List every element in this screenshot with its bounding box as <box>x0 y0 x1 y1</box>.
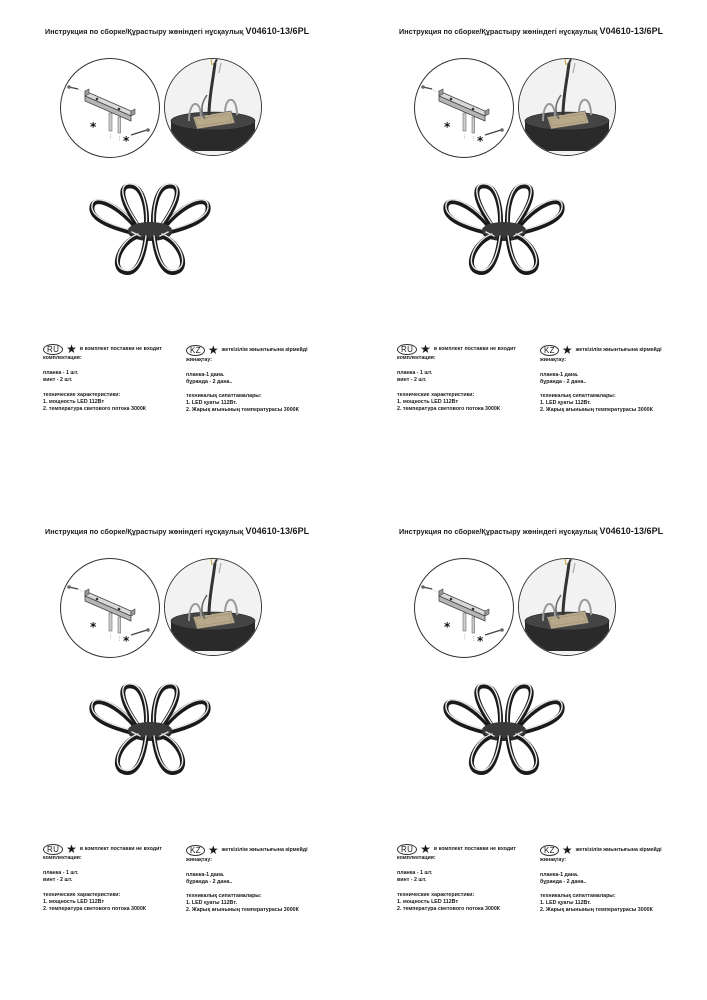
kz-specs-label: техникалық сипаттамалары: <box>186 393 262 399</box>
mounting-bracket-illustration <box>60 558 160 658</box>
canopy-wiring-photo <box>164 558 262 656</box>
mounting-bracket-illustration <box>60 58 160 158</box>
ru-not-included-note: в комплект поставки не входит <box>79 346 163 352</box>
ru-spec: 2. температура светового потока 3000К <box>43 906 147 912</box>
svg-text:*: * <box>444 620 451 634</box>
asterisk-icon: ★ <box>207 343 219 357</box>
kz-set-label: жинақтау: <box>540 857 566 863</box>
chandelier-illustration <box>80 680 220 784</box>
model-number: V04610-13/6PL <box>599 526 664 536</box>
kz-not-included-note: жеткізілім жиынтығына кірмейді <box>221 347 308 353</box>
ru-header <box>397 843 516 855</box>
ru-set-label: комплектация: <box>43 855 82 861</box>
kz-header <box>540 844 662 856</box>
kz-specs <box>186 893 299 914</box>
kz-specs <box>540 893 653 914</box>
asterisk-icon: ★ <box>420 342 431 356</box>
svg-text:*: * <box>90 620 97 634</box>
ru-item: планка - 1 шт. <box>43 870 79 876</box>
ru-header <box>43 343 162 355</box>
ru-specs-label: технические характеристики: <box>43 892 121 898</box>
bracket-screws-drawing <box>61 559 159 657</box>
ru-item: винт - 2 шт. <box>43 877 73 883</box>
canopy-wiring-photo <box>518 558 616 656</box>
mounting-bracket-illustration <box>414 558 514 658</box>
kz-item: планка-1 дана. <box>186 872 225 878</box>
kz-specs <box>540 393 653 414</box>
kz-header <box>186 844 308 856</box>
ru-not-included-note: в комплект поставки не входит <box>79 846 163 852</box>
kz-set-label: жинақтау: <box>186 857 212 863</box>
kz-item: планка-1 дана. <box>540 872 579 878</box>
bracket-screws-drawing <box>415 59 513 157</box>
ru-spec: 2. температура светового потока 3000К <box>43 406 147 412</box>
title-text: Инструкция по сборке/Құрастыру жөніндегі нұсқаулық <box>45 527 244 536</box>
ru-not-included-note: в комплект поставки не входит <box>433 846 517 852</box>
title-text: Инструкция по сборке/Құрастыру жөніндегі нұсқаулық <box>45 27 244 36</box>
model-number: V04610-13/6PL <box>599 26 664 36</box>
ru-item-list <box>43 370 78 384</box>
ru-spec: 2. температура светового потока 3000К <box>397 906 501 912</box>
ru-badge: RU <box>397 344 417 355</box>
ru-spec: 1. мощность LED 112Вт <box>397 399 459 405</box>
ru-specs-label: технические характеристики: <box>43 392 121 398</box>
ru-spec: 1. мощность LED 112Вт <box>397 899 459 905</box>
kz-item-list <box>186 372 232 386</box>
kz-not-included-note: жеткізілім жиынтығына кірмейді <box>575 847 662 853</box>
kz-specs-label: техникалық сипаттамалары: <box>540 393 616 399</box>
svg-text:*: * <box>477 134 484 148</box>
kz-header <box>540 344 662 356</box>
ru-item: планка - 1 шт. <box>43 370 79 376</box>
sheet-title <box>45 26 309 36</box>
asterisk-icon: ★ <box>66 342 77 356</box>
kz-item-list <box>540 872 586 886</box>
ru-specs-label: технические характеристики: <box>397 892 475 898</box>
asterisk-icon: ★ <box>420 842 431 856</box>
kz-header <box>186 344 308 356</box>
svg-text:*: * <box>123 634 130 648</box>
canopy-wiring-photo <box>164 58 262 156</box>
ru-set-label: комплектация: <box>397 855 436 861</box>
title-text: Инструкция по сборке/Құрастыру жөніндегі нұсқаулық <box>399 27 598 36</box>
ru-item: винт - 2 шт. <box>397 877 427 883</box>
kz-specs-label: техникалық сипаттамалары: <box>540 893 616 899</box>
kz-item-list <box>186 872 232 886</box>
chandelier-illustration <box>80 180 220 284</box>
sheet-title <box>399 26 663 36</box>
ru-badge: RU <box>43 344 63 355</box>
kz-not-included-note: жеткізілім жиынтығына кірмейді <box>221 847 308 853</box>
ru-spec: 1. мощность LED 112Вт <box>43 399 105 405</box>
ru-specs <box>397 392 500 413</box>
kz-spec: 1. LED қуаты 112Вт. <box>540 400 591 406</box>
ru-badge: RU <box>43 844 63 855</box>
kz-spec: 2. Жарық ағынының температурасы 3000К <box>540 907 653 913</box>
chandelier-drawing <box>80 180 220 284</box>
ru-specs <box>397 892 500 913</box>
ru-specs <box>43 392 146 413</box>
kz-spec: 1. LED қуаты 112Вт. <box>540 900 591 906</box>
svg-text:*: * <box>477 634 484 648</box>
instruction-sheet <box>354 500 707 1000</box>
kz-spec: 2. Жарық ағынының температурасы 3000К <box>186 407 299 413</box>
ru-set-label: комплектация: <box>43 355 82 361</box>
kz-not-included-note: жеткізілім жиынтығына кірмейді <box>575 347 662 353</box>
ru-item: винт - 2 шт. <box>397 377 427 383</box>
canopy-drawing <box>165 559 261 655</box>
kz-spec: 2. Жарық ағынының температурасы 3000К <box>540 407 653 413</box>
chandelier-illustration <box>434 680 574 784</box>
kz-set-label: жинақтау: <box>186 357 212 363</box>
chandelier-drawing <box>80 680 220 784</box>
ru-item-list <box>397 370 432 384</box>
ru-set-label: комплектация: <box>397 355 436 361</box>
kz-spec: 1. LED қуаты 112Вт. <box>186 400 237 406</box>
sheet-title <box>45 526 309 536</box>
kz-spec: 1. LED қуаты 112Вт. <box>186 900 237 906</box>
ru-badge: RU <box>397 844 417 855</box>
model-number: V04610-13/6PL <box>245 26 310 36</box>
kz-badge: KZ <box>186 845 205 856</box>
kz-item: планка-1 дана. <box>186 372 225 378</box>
kz-item: бұранда - 2 дана.. <box>540 379 587 385</box>
kz-badge: KZ <box>540 845 559 856</box>
asterisk-icon: ★ <box>66 842 77 856</box>
kz-badge: KZ <box>186 345 205 356</box>
kz-set-label: жинақтау: <box>540 357 566 363</box>
ru-header <box>43 843 162 855</box>
bracket-screws-drawing <box>415 559 513 657</box>
canopy-wiring-photo <box>518 58 616 156</box>
ru-header <box>397 343 516 355</box>
kz-item: бұранда - 2 дана.. <box>186 879 233 885</box>
svg-text:*: * <box>90 120 97 134</box>
kz-item: бұранда - 2 дана.. <box>540 879 587 885</box>
kz-specs <box>186 393 299 414</box>
chandelier-drawing <box>434 680 574 784</box>
instruction-sheet <box>354 0 707 500</box>
ru-specs <box>43 892 146 913</box>
ru-item: винт - 2 шт. <box>43 377 73 383</box>
asterisk-icon: ★ <box>561 843 573 857</box>
asterisk-icon: ★ <box>207 843 219 857</box>
ru-spec: 1. мощность LED 112Вт <box>43 899 105 905</box>
canopy-drawing <box>165 59 261 155</box>
instruction-sheet <box>0 500 353 1000</box>
ru-specs-label: технические характеристики: <box>397 392 475 398</box>
kz-item-list <box>540 372 586 386</box>
ru-item-list <box>397 870 432 884</box>
title-text: Инструкция по сборке/Құрастыру жөніндегі нұсқаулық <box>399 527 598 536</box>
ru-spec: 2. температура светового потока 3000К <box>397 406 501 412</box>
svg-text:*: * <box>123 134 130 148</box>
kz-spec: 2. Жарық ағынының температурасы 3000К <box>186 907 299 913</box>
instruction-sheet <box>0 0 353 500</box>
sheet-title <box>399 526 663 536</box>
ru-item: планка - 1 шт. <box>397 370 433 376</box>
asterisk-icon: ★ <box>561 343 573 357</box>
ru-item-list <box>43 870 78 884</box>
ru-item: планка - 1 шт. <box>397 870 433 876</box>
canopy-drawing <box>519 559 615 655</box>
chandelier-drawing <box>434 180 574 284</box>
kz-item: планка-1 дана. <box>540 372 579 378</box>
kz-item: бұранда - 2 дана.. <box>186 379 233 385</box>
bracket-screws-drawing <box>61 59 159 157</box>
svg-text:*: * <box>444 120 451 134</box>
model-number: V04610-13/6PL <box>245 526 310 536</box>
mounting-bracket-illustration <box>414 58 514 158</box>
kz-specs-label: техникалық сипаттамалары: <box>186 893 262 899</box>
kz-badge: KZ <box>540 345 559 356</box>
canopy-drawing <box>519 59 615 155</box>
ru-not-included-note: в комплект поставки не входит <box>433 346 517 352</box>
chandelier-illustration <box>434 180 574 284</box>
